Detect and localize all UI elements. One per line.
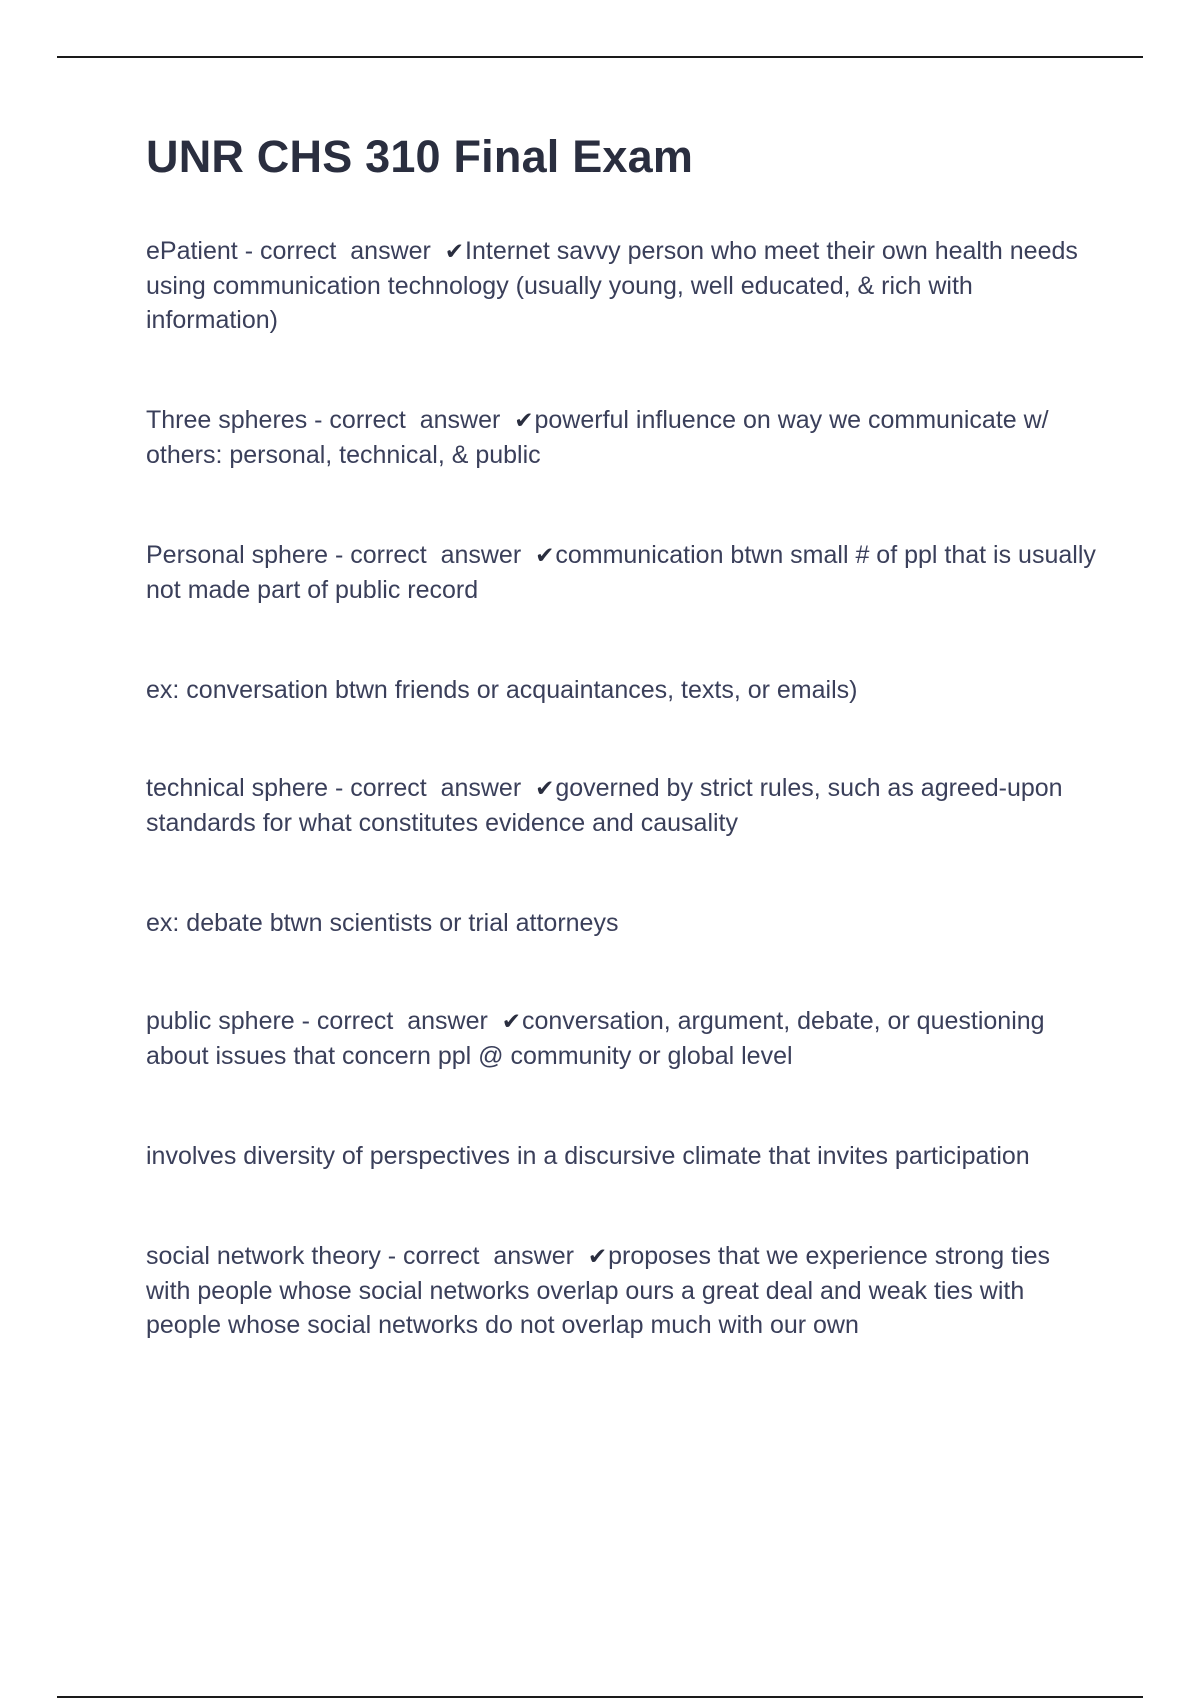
entry-separator: - correct answer xyxy=(380,1242,588,1270)
entry-public-sphere xyxy=(146,1004,1096,1073)
entry-separator: - correct answer xyxy=(328,541,536,569)
entry-term: public sphere xyxy=(146,1007,295,1035)
entry-definition: powerful influence on way we communicate w/ others: personal, technical, & public xyxy=(146,406,1049,469)
entry-definition: proposes that we experience strong ties with people whose social networks overlap ours a great deal and weak ties with people whose social networks do not overlap much with our own xyxy=(146,1242,1051,1339)
entry-three-spheres xyxy=(146,403,1096,472)
entry-definition: communication btwn small # of ppl that is usually not made part of public record xyxy=(146,541,1096,604)
entry-social-network-theory xyxy=(146,1239,1096,1342)
entry-personal-sphere-example xyxy=(146,673,1096,707)
checkmark-icon: ✔ xyxy=(587,1244,608,1270)
entry-technical-sphere xyxy=(146,771,1096,840)
entry-text: ex: conversation btwn friends or acquaintances, texts, or emails) xyxy=(146,676,858,704)
entry-term: Three spheres xyxy=(146,406,308,434)
document-title: UNR CHS 310 Final Exam xyxy=(146,131,694,182)
entry-term: social network theory xyxy=(146,1242,381,1270)
entry-separator: - correct answer xyxy=(237,237,445,265)
entry-separator: - correct answer xyxy=(294,1007,502,1035)
bottom-divider xyxy=(57,1696,1143,1698)
entry-term: ePatient xyxy=(146,237,238,265)
entry-text: ex: debate btwn scientists or trial attorneys xyxy=(146,909,619,937)
checkmark-icon: ✔ xyxy=(444,239,465,265)
checkmark-icon: ✔ xyxy=(501,1009,521,1035)
entry-technical-sphere-example xyxy=(146,906,1096,940)
entry-public-sphere-note xyxy=(146,1139,1096,1173)
entry-definition: Internet savvy person who meet their own health needs using communication technology (usually young, well educated, & rich with information) xyxy=(146,237,1078,334)
checkmark-icon: ✔ xyxy=(535,543,555,569)
entry-separator: - correct answer xyxy=(328,774,536,802)
entry-separator: - correct answer xyxy=(307,406,515,434)
entry-text: involves diversity of perspectives in a discursive climate that invites participation xyxy=(146,1142,1030,1170)
checkmark-icon: ✔ xyxy=(514,408,534,434)
entry-term: technical sphere xyxy=(146,774,329,802)
document-body xyxy=(146,130,1096,1408)
entry-definition: governed by strict rules, such as agreed-upon standards for what constitutes evidence and causality xyxy=(146,774,1063,837)
top-divider xyxy=(57,56,1143,58)
entry-term: Personal sphere xyxy=(146,541,329,569)
flashcard-list xyxy=(146,234,1096,1342)
checkmark-icon: ✔ xyxy=(535,776,555,802)
entry-personal-sphere xyxy=(146,538,1096,607)
entry-epatient xyxy=(146,234,1096,337)
entry-definition: conversation, argument, debate, or questioning about issues that concern ppl @ community or global level xyxy=(146,1007,1045,1070)
